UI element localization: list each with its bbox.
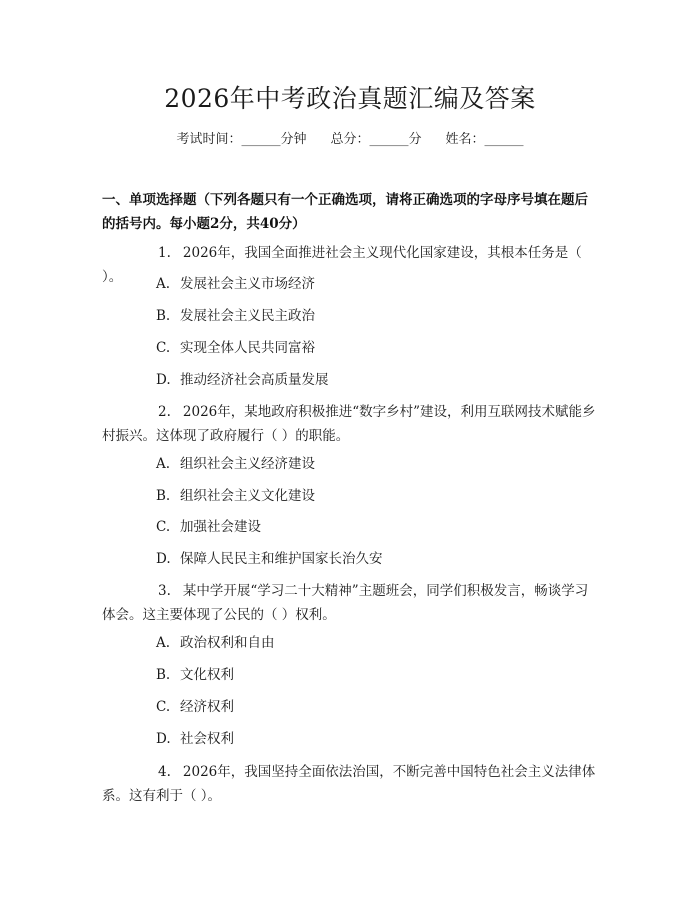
q1-option-d — [156, 369, 576, 391]
q2-option-b — [156, 485, 576, 507]
q3-option-a — [156, 632, 576, 654]
q2-option-a — [156, 453, 576, 475]
question-4 — [102, 760, 600, 808]
option-letter: D. — [156, 731, 171, 747]
option-letter: B. — [156, 308, 171, 324]
q1-option-b — [156, 305, 576, 327]
option-text: 经济权利 — [180, 699, 234, 715]
question-text: 某中学开展“学习二十大精神”主题班会，同学们积极发言，畅谈学习体会。这主要体现了公民的（ ）权利。 — [102, 583, 589, 623]
question-number: 1. — [158, 245, 171, 261]
q3-option-d — [156, 728, 576, 750]
q1-option-a — [156, 273, 576, 295]
option-text: 保障人民民主和维护国家长治久安 — [180, 551, 383, 567]
exam-meta — [0, 130, 700, 150]
q1-option-c — [156, 337, 576, 359]
question-3 — [102, 579, 600, 627]
question-text: 2026年，我国坚持全面依法治国，不断完善中国特色社会主义法律体系。这有利于（ ）。 — [102, 764, 596, 804]
option-letter: A. — [156, 635, 171, 651]
option-text: 推动经济社会高质量发展 — [180, 372, 329, 388]
option-letter: B. — [156, 667, 171, 683]
option-text: 发展社会主义民主政治 — [180, 308, 315, 324]
option-letter: D. — [156, 551, 171, 567]
question-number: 4. — [158, 764, 171, 780]
question-number: 2. — [158, 404, 171, 420]
section-heading: 一、单项选择题（下列各题只有一个正确选项，请将正确选项的字母序号填在题后的括号内。每小题2分，共40分） — [102, 192, 588, 232]
question-text: 2026年，某地政府积极推进“数字乡村”建设，利用互联网技术赋能乡村振兴。这体现了政府履行（ ）的职能。 — [102, 404, 596, 444]
option-letter: B. — [156, 488, 171, 504]
option-text: 组织社会主义文化建设 — [180, 488, 315, 504]
exam-name-field: 姓名：______ — [445, 132, 524, 147]
option-text: 政治权利和自由 — [180, 635, 275, 651]
option-text: 社会权利 — [180, 731, 234, 747]
option-letter: A. — [156, 456, 171, 472]
q3-option-b — [156, 664, 576, 686]
option-letter: C. — [156, 699, 171, 715]
question-number: 3. — [158, 583, 171, 599]
document-title: 2026年中考政治真题汇编及答案 — [164, 84, 536, 113]
option-letter: C. — [156, 519, 171, 535]
option-text: 发展社会主义市场经济 — [180, 276, 315, 292]
q2-option-d — [156, 548, 576, 570]
q3-option-c — [156, 696, 576, 718]
option-text: 实现全体人民共同富裕 — [180, 340, 315, 356]
question-2 — [102, 400, 600, 448]
exam-time: 考试时间：______分钟 — [176, 132, 307, 147]
option-text: 加强社会建设 — [180, 519, 261, 535]
q2-option-c — [156, 516, 576, 538]
option-letter: A. — [156, 276, 171, 292]
option-letter: C. — [156, 340, 171, 356]
question-text: 2026年，我国全面推进社会主义现代化国家建设，其根本任务是（ ）。 — [102, 245, 582, 285]
exam-total-score: 总分：______分 — [330, 132, 422, 147]
option-letter: D. — [156, 372, 171, 388]
option-text: 组织社会主义经济建设 — [180, 456, 315, 472]
option-text: 文化权利 — [180, 667, 234, 683]
